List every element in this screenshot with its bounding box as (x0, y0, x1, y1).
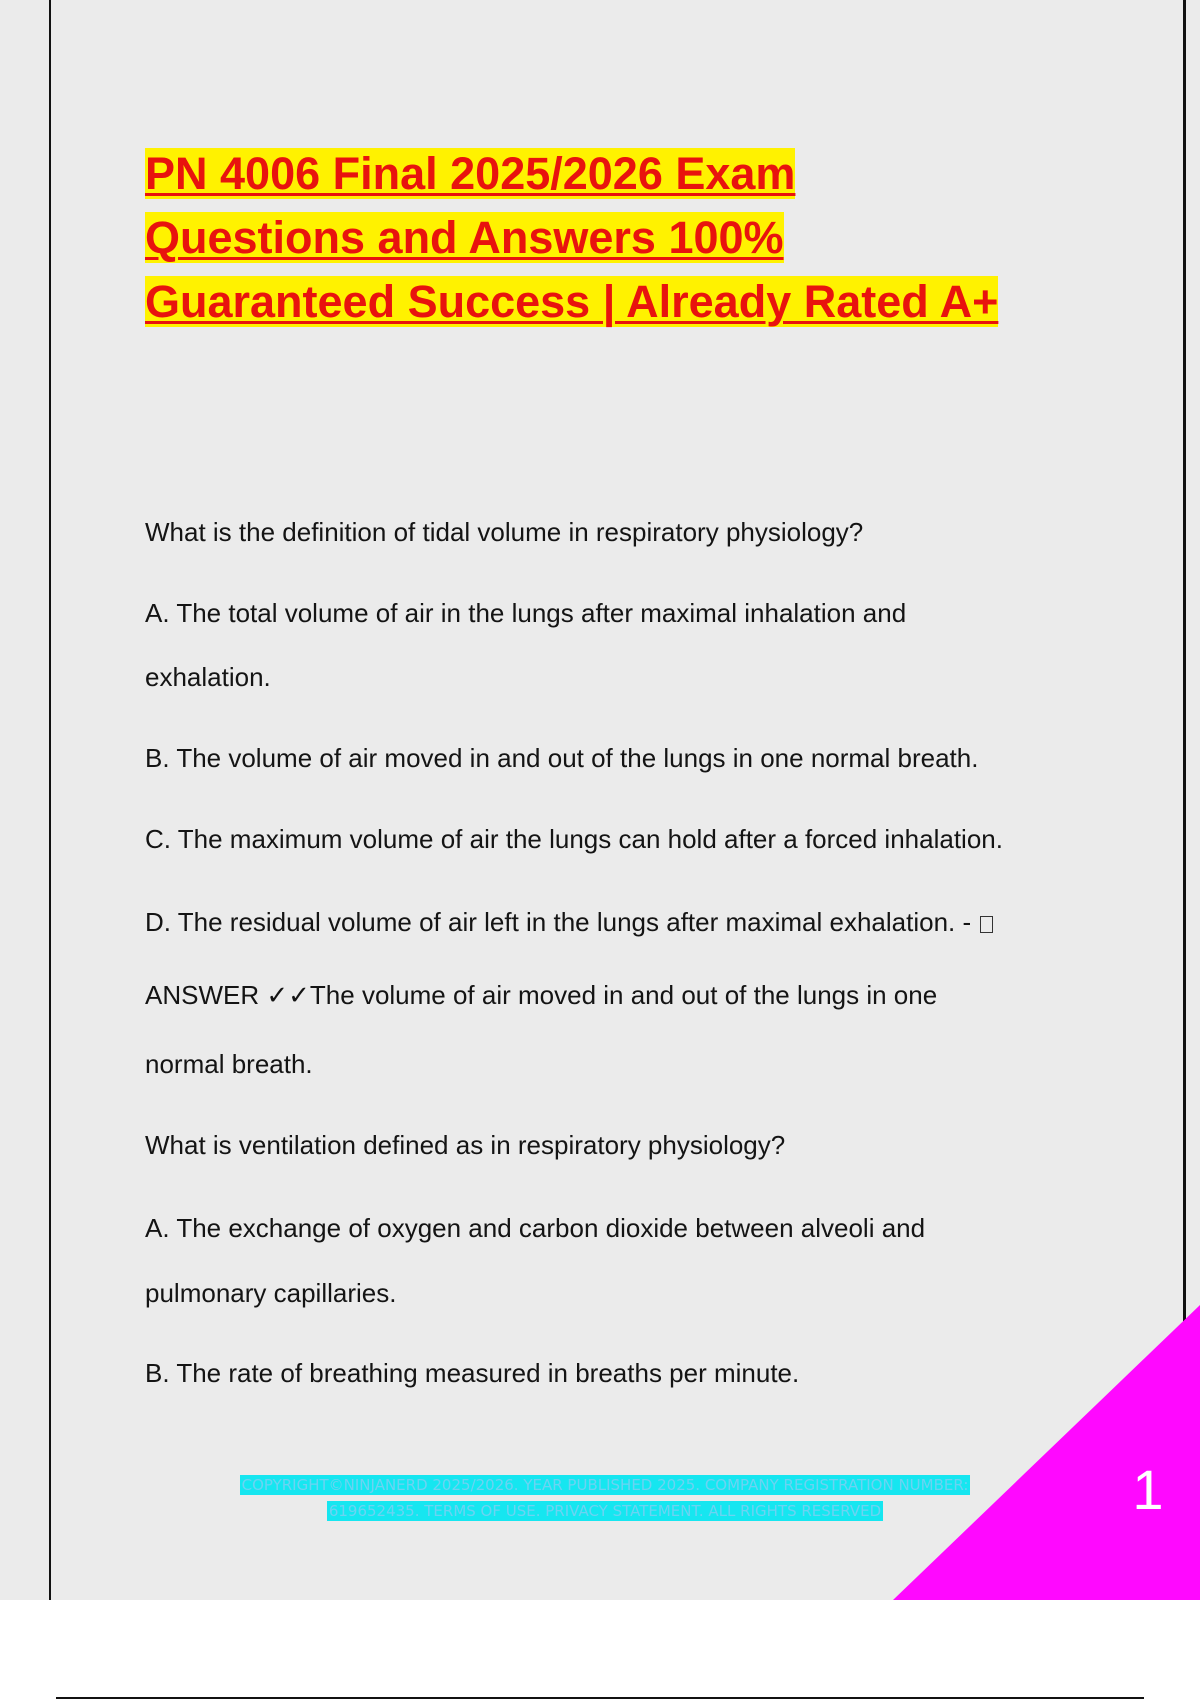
question-1-answer-line-1: ANSWER ✓✓The volume of air moved in and out of the lungs in one (145, 980, 938, 1010)
missing-glyph-icon (980, 916, 993, 933)
title-line-3: Guaranteed Success | Already Rated A+ (145, 276, 999, 327)
title-line-2: Questions and Answers 100% (145, 212, 784, 263)
copyright-line-2: 619652435. TERMS OF USE. PRIVACY STATEMENT. ALL RIGHTS RESERVED (328, 1502, 882, 1520)
question-1-option-a-line-1: A. The total volume of air in the lungs after maximal inhalation and (145, 598, 907, 628)
page-left-border (49, 0, 51, 1600)
copyright-line-1: COPYRIGHT©NINJANERD 2025/2026. YEAR PUBLISHED 2025. COMPANY REGISTRATION NUMBER: (241, 1476, 969, 1494)
question-2-option-b: B. The rate of breathing measured in breaths per minute. (145, 1358, 800, 1388)
corner-decoration-triangle (893, 1305, 1200, 1600)
footer-divider (56, 1697, 1144, 1699)
question-1-text: What is the definition of tidal volume in respiratory physiology? (145, 517, 864, 547)
question-1-option-b: B. The volume of air moved in and out of the lungs in one normal breath. (145, 743, 979, 773)
question-1-option-c: C. The maximum volume of air the lungs can hold after a forced inhalation. (145, 824, 1003, 854)
question-2-option-a-line-2: pulmonary capillaries. (145, 1278, 397, 1308)
question-2-option-a-line-1: A. The exchange of oxygen and carbon dioxide between alveoli and (145, 1213, 926, 1243)
copyright-notice (175, 1472, 1035, 1524)
question-1-option-d (145, 907, 993, 937)
title-line-1: PN 4006 Final 2025/2026 Exam (145, 148, 796, 199)
page-number: 1 (1132, 1458, 1164, 1521)
question-1-option-a-line-2: exhalation. (145, 662, 271, 692)
question-1-answer-line-2: normal breath. (145, 1049, 313, 1079)
question-2-text: What is ventilation defined as in respiratory physiology? (145, 1130, 786, 1160)
document-title (145, 142, 1145, 334)
question-1-option-d-text: D. The residual volume of air left in the lungs after maximal exhalation. - (145, 907, 972, 937)
